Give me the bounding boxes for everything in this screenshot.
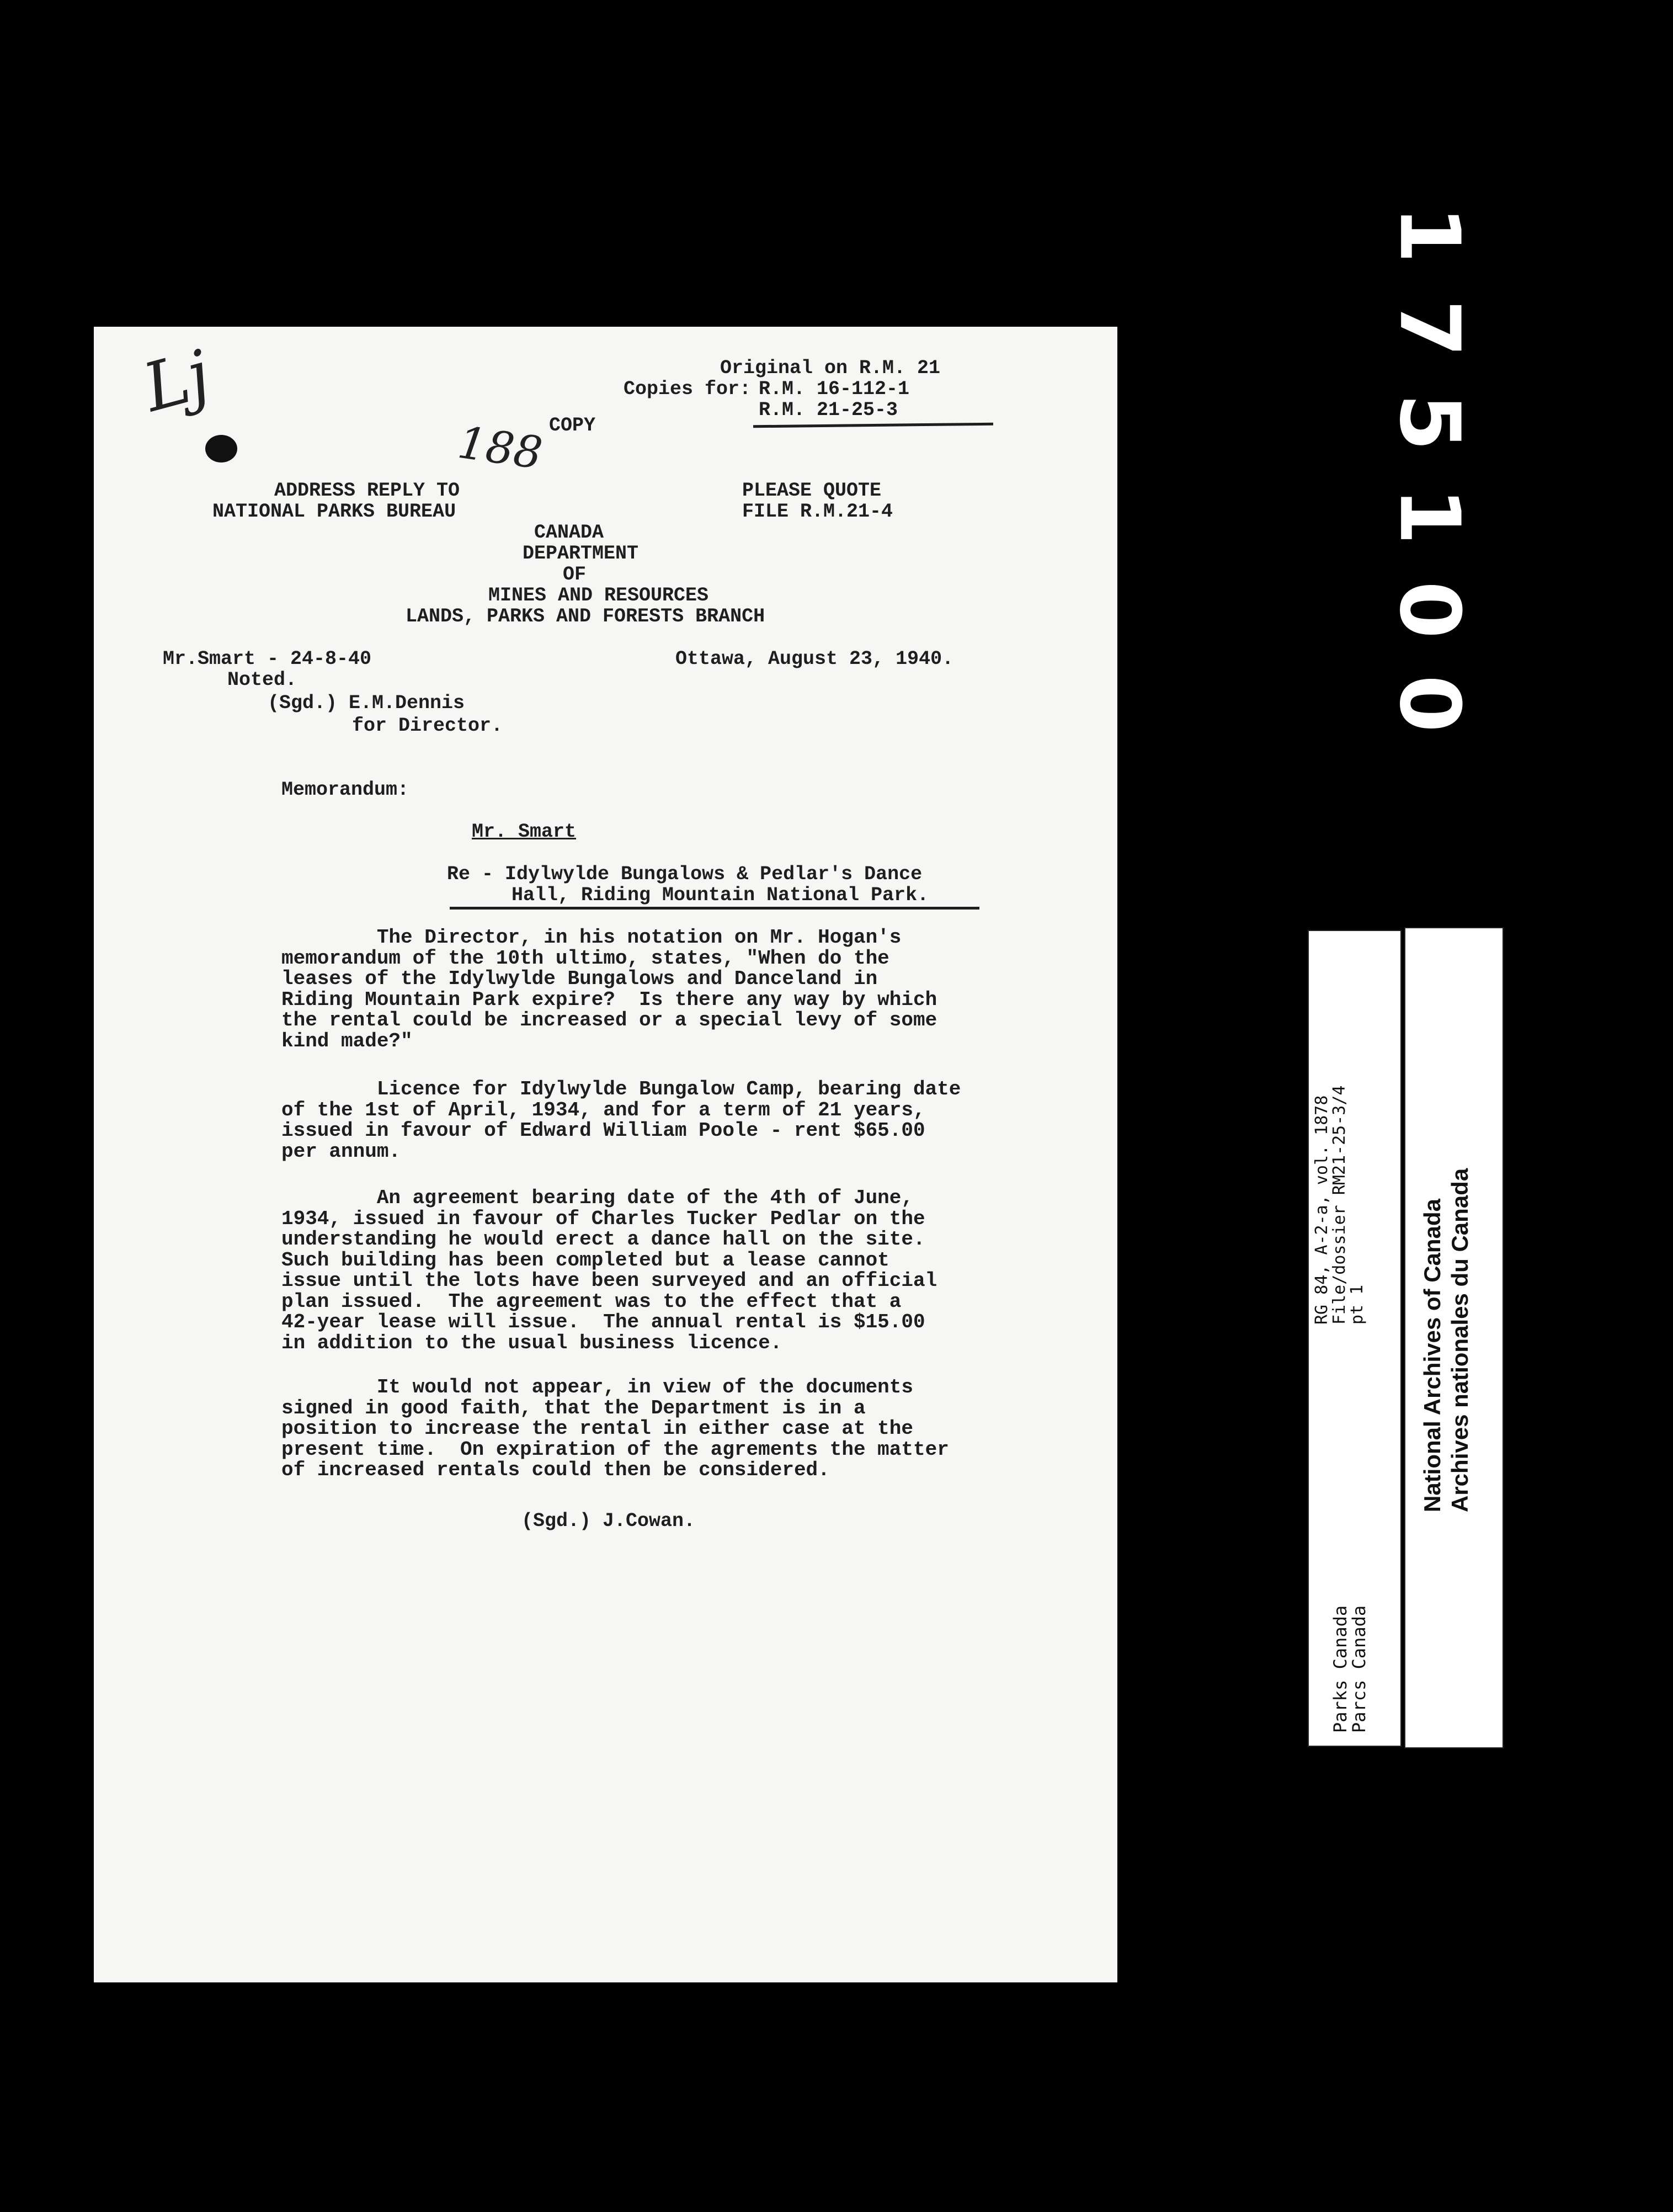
notation-line3: (Sgd.) E.M.Dennis <box>268 692 465 714</box>
letterhead-department: DEPARTMENT <box>523 543 639 565</box>
frame-number <box>1379 193 1479 745</box>
frame-digit: 1 <box>1381 487 1477 545</box>
re-line2: Hall, Riding Mountain National Park. <box>512 884 929 906</box>
address-reply-line2: NATIONAL PARKS BUREAU <box>212 501 456 523</box>
frame-digit: 7 <box>1381 299 1477 358</box>
reference-line3: pt 1 <box>1347 1284 1367 1325</box>
frame-digit: 1 <box>1381 205 1477 264</box>
notation-line1: Mr.Smart - 24-8-40 <box>163 648 372 670</box>
original-on-line: Original on R.M. 21 <box>720 357 941 379</box>
place-date: Ottawa, August 23, 1940. <box>675 648 954 670</box>
letterhead-ministry: MINES AND RESOURCES <box>488 584 709 607</box>
notation-line2: Noted. <box>227 669 297 691</box>
paragraph-3: An agreement bearing date of the 4th of June, 1934, issued in favour of Charles Tucker Pedlar on the understanding he would erect a dance hall on the site. Such building has been completed but a lease cannot issue until the lots have been surveyed and an official plan issued. The agreement was to the effect that a 42-year lease will issue. The annual rental is $15.00 in addition to the usual business licence. <box>281 1187 937 1354</box>
addressee: Mr. Smart <box>472 821 577 843</box>
frame-digit: 5 <box>1381 393 1477 451</box>
re-underline <box>450 907 979 910</box>
signature: (Sgd.) J.Cowan. <box>521 1510 696 1532</box>
copies-for-ref-1: R.M. 16-112-1 <box>759 378 910 400</box>
notation-line4: for Director. <box>352 715 503 737</box>
agency-en: Parks Canada <box>1330 1605 1351 1733</box>
handwritten-initials: Lj <box>136 336 218 427</box>
copies-for-label: Copies for: <box>624 378 752 400</box>
paragraph-2: Licence for Idylwylde Bungalow Camp, bearing date of the 1st of April, 1934, and for a term of 21 years, issued in favour of Edward William Poole - rent $65.00 per annum. <box>281 1078 961 1163</box>
letterhead-canada: CANADA <box>534 522 604 544</box>
letterhead-branch: LANDS, PARKS AND FORESTS BRANCH <box>406 605 765 628</box>
please-quote-line2: FILE R.M.21-4 <box>742 501 893 523</box>
archives-name-fr: Archives nationales du Canada <box>1447 1168 1473 1512</box>
paragraph-4: It would not appear, in view of the documents signed in good faith, that the Department is in a position to increase the rental in either case at the present time. On expiration of the agrements the matter of increased rentals could then be considered. <box>281 1376 949 1481</box>
agency-fr: Parcs Canada <box>1349 1605 1370 1733</box>
reference-line2: File/dossier RM21-25-3/4 <box>1330 1085 1349 1325</box>
copies-for-ref-2: R.M. 21-25-3 <box>759 399 898 421</box>
please-quote-line1: PLEASE QUOTE <box>742 480 882 502</box>
paragraph-1: The Director, in his notation on Mr. Hogan's memorandum of the 10th ultimo, states, "When do the leases of the Idylwylde Bungalows and Danceland in Riding Mountain Park expire? Is there any way by which the rental could be increased or a special levy of some kind made?" <box>281 926 937 1052</box>
frame-digit: 0 <box>1381 581 1477 639</box>
ink-blot <box>205 435 237 462</box>
reference-line1: RG 84, A-2-a, vol. 1878 <box>1312 1095 1331 1325</box>
frame-digit: 0 <box>1381 674 1477 733</box>
address-reply-line1: ADDRESS REPLY TO <box>274 480 460 502</box>
re-line1: Re - Idylwylde Bungalows & Pedlar's Dance <box>447 863 923 885</box>
copy-label: COPY <box>549 414 596 437</box>
archives-name-en: National Archives of Canada <box>1419 1199 1445 1512</box>
letterhead-of: OF <box>563 563 587 586</box>
memo-label: Memorandum: <box>281 779 409 801</box>
handwritten-number: 188 <box>455 416 546 480</box>
